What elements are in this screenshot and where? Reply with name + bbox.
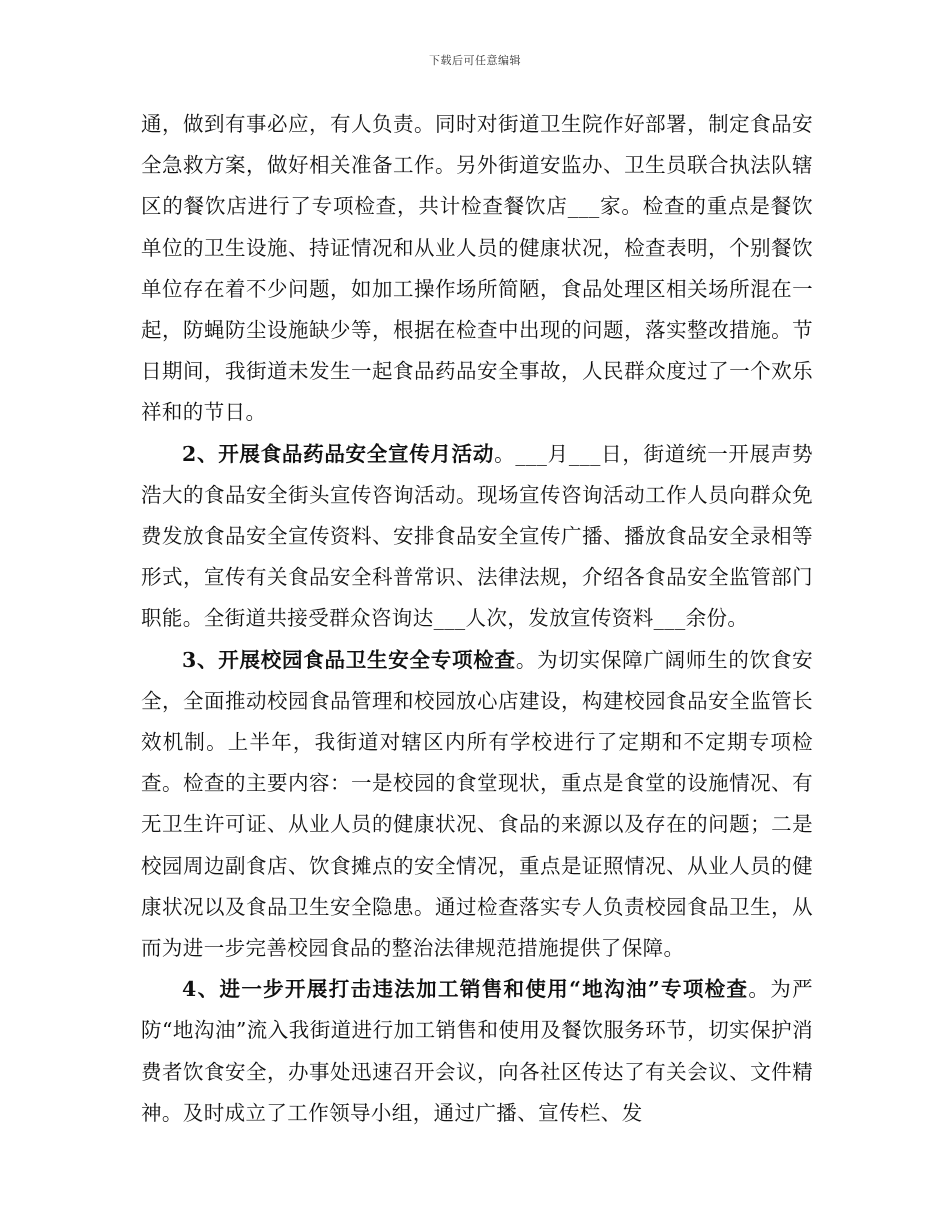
paragraph-3-heading: 3、开展校园食品卫生安全专项检查 (182, 647, 516, 672)
paragraph-1-text: 通，做到有事必应，有人负责。同时对街道卫生院作好部署，制定食品安全急救方案，做好相关准备工作。另外街道安监办、卫生员联合执法队辖区的餐饮店进行了专项检查，共计检查餐饮店___家。检查的重点是餐饮单位的卫生设施、持证情况和从业人员的健康状况，检查表明，个别餐饮单位存在着不少问题，如加工操作场所简陋，食品处理区相关场所混在一起，防蝇防尘设施缺少等，根据在检查中出现的问题，落实整改措施。节日期间，我街道未发生一起食品药品安全事故，人民群众度过了一个欢乐祥和的节日。 (141, 112, 813, 425)
document-body (141, 104, 813, 1134)
paragraph-4-heading: 4、进一步开展打击违法加工销售和使用“地沟油”专项检查 (182, 977, 749, 1002)
paragraph-4 (141, 969, 813, 1134)
paragraph-2-text: 。___月___日，街道统一开展声势浩大的食品安全街头宣传咨询活动。现场宣传咨询活动工作人员向群众免费发放食品安全宣传资料、安排食品安全宣传广播、播放食品安全录相等形式，宣传有关食品安全科普常识、法律法规，介绍各食品安全监管部门职能。全街道共接受群众咨询达___人次，发放宣传资料___余份。 (141, 441, 814, 631)
page-header: 下载后可任意编辑 (429, 54, 521, 67)
paragraph-2-heading: 2、开展食品药品安全宣传月活动 (182, 441, 495, 466)
paragraph-2 (141, 434, 813, 640)
paragraph-1 (141, 104, 813, 434)
paragraph-4-text: 。为严防“地沟油”流入我街道进行加工销售和使用及餐饮服务环节，切实保护消费者饮食安全，办事处迅速召开会议，向各社区传达了有关会议、文件精神。及时成立了工作领导小组，通过广播、宣传栏、发 (141, 977, 813, 1125)
paragraph-3 (141, 640, 813, 970)
paragraph-3-text: 。为切实保障广阔师生的饮食安全，全面推动校园食品管理和校园放心店建设，构建校园食品安全监管长效机制。上半年，我街道对辖区内所有学校进行了定期和不定期专项检查。检查的主要内容：一是校园的食堂现状，重点是食堂的设施情况、有无卫生许可证、从业人员的健康状况、食品的来源以及存在的问题；二是校园周边副食店、饮食摊点的安全情况，重点是证照情况、从业人员的健康状况以及食品卫生安全隐患。通过检查落实专人负责校园食品卫生，从而为进一步完善校园食品的整治法律规范措施提供了保障。 (141, 647, 813, 961)
